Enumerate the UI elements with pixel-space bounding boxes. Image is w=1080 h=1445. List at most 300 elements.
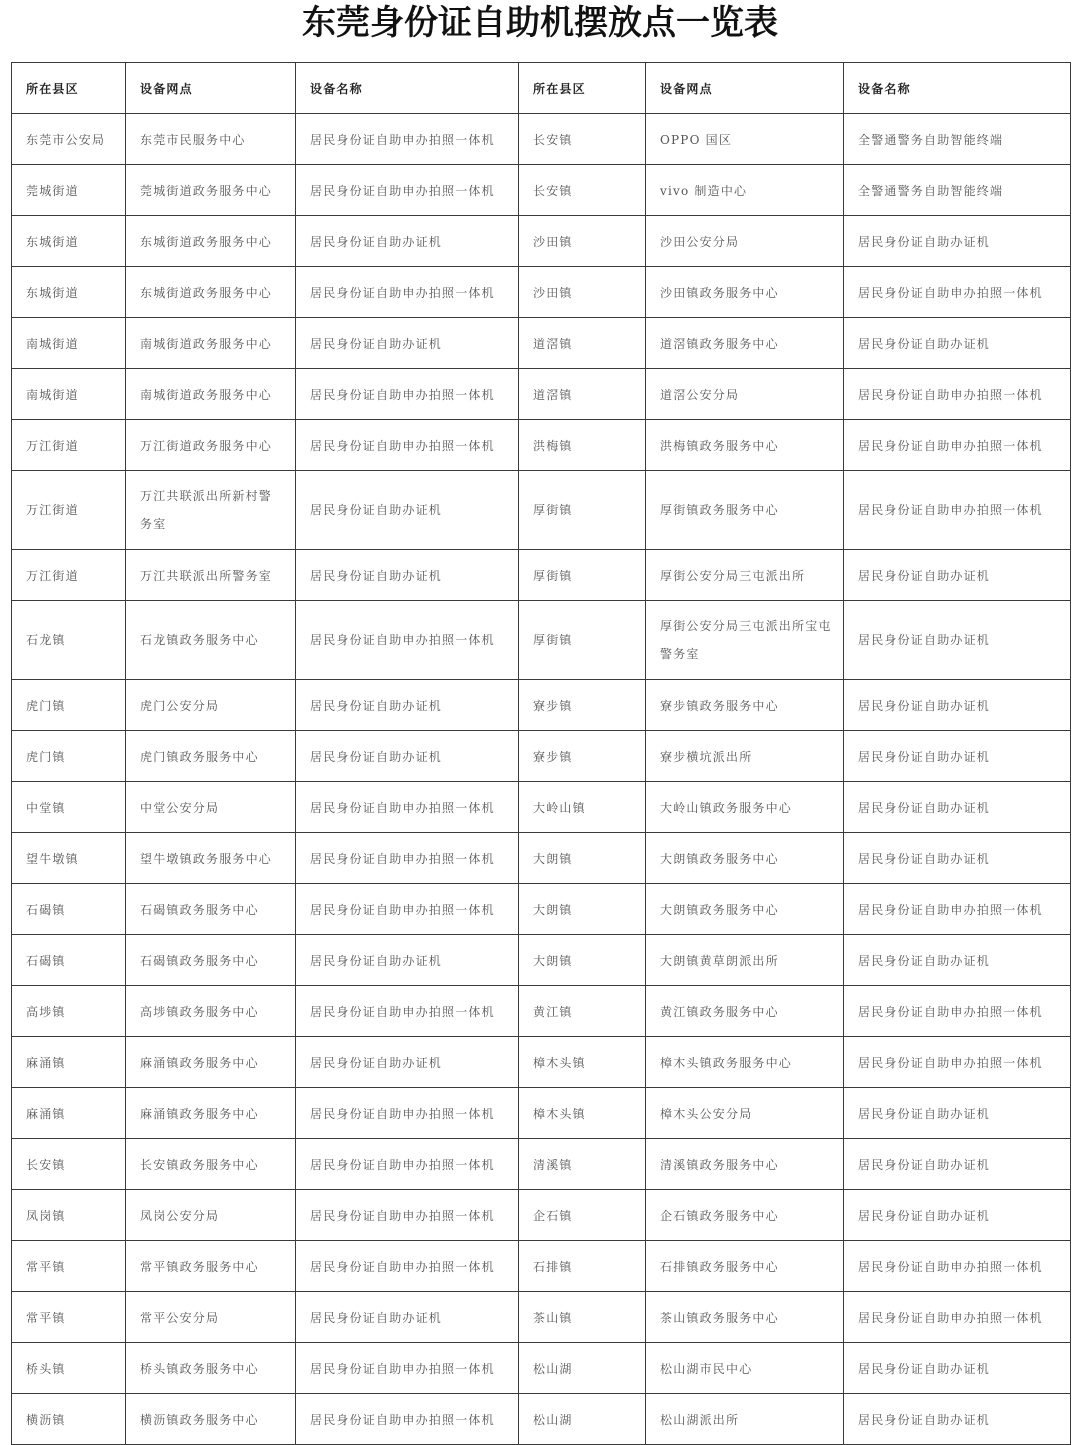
cell-location-left	[126, 1139, 296, 1190]
cell-location-right	[646, 833, 844, 884]
cell-district-right	[519, 165, 646, 216]
cell-device-right	[844, 1037, 1071, 1088]
table-row	[12, 986, 1071, 1037]
cell-district-right	[519, 833, 646, 884]
cell-device-right	[844, 1292, 1071, 1343]
cell-device-left	[296, 1292, 519, 1343]
cell-text: 居民身份证自助办证机	[858, 698, 991, 713]
cell-text: 居民身份证自助申办拍照一体机	[858, 902, 1043, 917]
cell-text: 桥头镇	[26, 1361, 66, 1376]
cell-text: 居民身份证自助申办拍照一体机	[310, 1106, 495, 1121]
cell-text: 寮步镇	[533, 698, 573, 713]
cell-location-left	[126, 884, 296, 935]
cell-device-left	[296, 1088, 519, 1139]
table-row	[12, 1088, 1071, 1139]
cell-text: 居民身份证自助申办拍照一体机	[858, 1004, 1043, 1019]
cell-text: 清溪镇政务服务中心	[660, 1157, 779, 1172]
cell-district-right	[519, 680, 646, 731]
cell-district-right	[519, 1394, 646, 1445]
cell-text: 居民身份证自助办证机	[858, 336, 991, 351]
table-body	[12, 114, 1071, 1445]
cell-text: 居民身份证自助办证机	[858, 851, 991, 866]
cell-location-left	[126, 833, 296, 884]
cell-text: 居民身份证自助申办拍照一体机	[310, 1259, 495, 1274]
cell-text: OPPO 国区	[660, 132, 733, 147]
cell-text: 横沥镇政务服务中心	[140, 1412, 259, 1427]
cell-text: 居民身份证自助办证机	[310, 336, 443, 351]
cell-text: 大朗镇政务服务中心	[660, 902, 779, 917]
cell-text: 樟木头镇	[533, 1106, 586, 1121]
cell-text: 居民身份证自助申办拍照一体机	[310, 800, 495, 815]
cell-text: 万江街道	[26, 438, 79, 453]
cell-location-left	[126, 1292, 296, 1343]
cell-text: 石碣镇	[26, 953, 66, 968]
cell-device-left	[296, 680, 519, 731]
cell-text: 居民身份证自助办证机	[310, 1310, 443, 1325]
cell-text: 望牛墩镇	[26, 851, 79, 866]
cell-text: 石龙镇政务服务中心	[140, 633, 259, 647]
cell-text: 居民身份证自助申办拍照一体机	[310, 1412, 495, 1427]
cell-location-left	[126, 601, 296, 680]
cell-district-left	[12, 935, 126, 986]
cell-text: 虎门公安分局	[140, 698, 220, 713]
cell-device-right	[844, 833, 1071, 884]
table-row	[12, 1139, 1071, 1190]
cell-district-right	[519, 1241, 646, 1292]
cell-text: 高埗镇	[26, 1004, 66, 1019]
cell-text: 居民身份证自助申办拍照一体机	[858, 1310, 1043, 1325]
cell-text: 麻涌镇	[26, 1055, 66, 1070]
cell-text: 道滘公安分局	[660, 387, 740, 402]
table-row	[12, 420, 1071, 471]
cell-text: 居民身份证自助申办拍照一体机	[310, 851, 495, 866]
cell-text: 虎门镇	[26, 698, 66, 713]
cell-text: 中堂镇	[26, 800, 66, 815]
cell-district-right	[519, 216, 646, 267]
cell-text: 居民身份证自助申办拍照一体机	[858, 387, 1043, 402]
cell-location-right	[646, 1037, 844, 1088]
cell-text: 居民身份证自助办证机	[858, 1106, 991, 1121]
table-header-row	[12, 63, 1071, 114]
cell-text: 居民身份证自助申办拍照一体机	[858, 1055, 1043, 1070]
cell-device-right	[844, 1139, 1071, 1190]
cell-district-left	[12, 267, 126, 318]
cell-text: 居民身份证自助申办拍照一体机	[858, 438, 1043, 453]
cell-district-left	[12, 986, 126, 1037]
cell-district-right	[519, 420, 646, 471]
cell-text: 清溪镇	[533, 1157, 573, 1172]
cell-district-right	[519, 1088, 646, 1139]
cell-district-left	[12, 1292, 126, 1343]
cell-text: 沙田镇	[533, 285, 573, 300]
cell-text: 居民身份证自助办证机	[858, 800, 991, 815]
cell-location-right	[646, 935, 844, 986]
cell-text: 居民身份证自助办证机	[858, 234, 991, 249]
cell-device-right	[844, 165, 1071, 216]
cell-text: 洪梅镇	[533, 438, 573, 453]
cell-text: 莞城街道政务服务中心	[140, 183, 273, 198]
cell-text: 沙田镇政务服务中心	[660, 285, 779, 300]
cell-text: 居民身份证自助申办拍照一体机	[310, 285, 495, 300]
cell-location-left	[126, 1394, 296, 1445]
cell-device-right	[844, 216, 1071, 267]
cell-location-left	[126, 114, 296, 165]
cell-text: 石排镇	[533, 1259, 573, 1274]
cell-location-right	[646, 1088, 844, 1139]
cell-location-left	[126, 1088, 296, 1139]
cell-text: 居民身份证自助办证机	[858, 1208, 991, 1223]
cell-device-right	[844, 884, 1071, 935]
cell-text: 常平镇	[26, 1310, 66, 1325]
cell-text: 居民身份证自助申办拍照一体机	[310, 902, 495, 917]
cell-device-right	[844, 680, 1071, 731]
cell-location-left	[126, 935, 296, 986]
cell-text: 大岭山镇政务服务中心	[660, 800, 793, 815]
cell-text: 莞城街道	[26, 183, 79, 198]
cell-text: 居民身份证自助办证机	[858, 1157, 991, 1172]
cell-device-left	[296, 267, 519, 318]
table-row	[12, 114, 1071, 165]
cell-district-left	[12, 1088, 126, 1139]
cell-district-right	[519, 1292, 646, 1343]
cell-location-right	[646, 1139, 844, 1190]
cell-location-left	[126, 471, 296, 550]
cell-device-left	[296, 1037, 519, 1088]
cell-location-right	[646, 165, 844, 216]
cell-text: 高埗镇政务服务中心	[140, 1004, 259, 1019]
cell-device-left	[296, 731, 519, 782]
cell-location-right	[646, 1241, 844, 1292]
table-row	[12, 680, 1071, 731]
cell-location-left	[126, 267, 296, 318]
cell-location-left	[126, 1190, 296, 1241]
cell-text: 居民身份证自助办证机	[858, 633, 991, 647]
cell-text: 东城街道政务服务中心	[140, 285, 273, 300]
cell-location-right	[646, 731, 844, 782]
cell-text: 道滘镇政务服务中心	[660, 336, 779, 351]
cell-device-left	[296, 833, 519, 884]
header-district-right: 所在县区	[519, 63, 646, 114]
cell-location-left	[126, 1241, 296, 1292]
cell-text: 望牛墩镇政务服务中心	[140, 851, 273, 866]
table-row	[12, 550, 1071, 601]
cell-location-right	[646, 471, 844, 550]
cell-text: 松山湖	[533, 1361, 573, 1376]
cell-device-right	[844, 1394, 1071, 1445]
cell-district-left	[12, 318, 126, 369]
cell-district-left	[12, 1394, 126, 1445]
cell-text: 松山湖市民中心	[660, 1361, 753, 1376]
header-location-left: 设备网点	[126, 63, 296, 114]
cell-text: 道滘镇	[533, 387, 573, 402]
cell-device-right	[844, 782, 1071, 833]
cell-text: 居民身份证自助申办拍照一体机	[310, 438, 495, 453]
cell-text: 常平镇	[26, 1259, 66, 1274]
cell-location-right	[646, 1190, 844, 1241]
table-row	[12, 1190, 1071, 1241]
cell-location-right	[646, 369, 844, 420]
cell-location-right	[646, 680, 844, 731]
cell-location-left	[126, 1343, 296, 1394]
cell-district-left	[12, 165, 126, 216]
cell-text: 石碣镇政务服务中心	[140, 953, 259, 968]
cell-location-right	[646, 216, 844, 267]
cell-district-right	[519, 731, 646, 782]
cell-district-left	[12, 550, 126, 601]
cell-text: 万江共联派出所新村警务室	[140, 489, 273, 531]
cell-district-left	[12, 833, 126, 884]
cell-district-right	[519, 986, 646, 1037]
cell-device-right	[844, 420, 1071, 471]
cell-district-right	[519, 267, 646, 318]
cell-text: 樟木头公安分局	[660, 1106, 753, 1121]
cell-text: 万江共联派出所警务室	[140, 568, 273, 583]
header-device-left: 设备名称	[296, 63, 519, 114]
cell-location-left	[126, 550, 296, 601]
table-row	[12, 833, 1071, 884]
cell-text: 寮步横坑派出所	[660, 749, 753, 764]
cell-location-right	[646, 986, 844, 1037]
cell-text: 长安镇	[26, 1157, 66, 1172]
cell-text: 黄江镇	[533, 1004, 573, 1019]
cell-device-left	[296, 471, 519, 550]
table-row	[12, 1394, 1071, 1445]
cell-text: 居民身份证自助申办拍照一体机	[310, 183, 495, 198]
cell-text: 居民身份证自助申办拍照一体机	[858, 1259, 1043, 1274]
cell-text: 居民身份证自助申办拍照一体机	[310, 387, 495, 402]
cell-text: 横沥镇	[26, 1412, 66, 1427]
cell-district-left	[12, 1343, 126, 1394]
cell-text: 凤岗公安分局	[140, 1208, 220, 1223]
cell-district-right	[519, 1343, 646, 1394]
cell-district-right	[519, 471, 646, 550]
cell-district-right	[519, 601, 646, 680]
cell-location-left	[126, 369, 296, 420]
cell-device-left	[296, 986, 519, 1037]
header-district-left: 所在县区	[12, 63, 126, 114]
cell-text: 企石镇政务服务中心	[660, 1208, 779, 1223]
cell-location-right	[646, 114, 844, 165]
cell-text: 常平镇政务服务中心	[140, 1259, 259, 1274]
cell-text: 石排镇政务服务中心	[660, 1259, 779, 1274]
cell-device-left	[296, 1343, 519, 1394]
cell-text: 麻涌镇政务服务中心	[140, 1106, 259, 1121]
cell-text: 居民身份证自助办证机	[310, 503, 443, 517]
cell-location-right	[646, 420, 844, 471]
cell-device-left	[296, 216, 519, 267]
cell-text: 居民身份证自助办证机	[858, 953, 991, 968]
cell-location-right	[646, 318, 844, 369]
cell-district-right	[519, 318, 646, 369]
cell-device-right	[844, 1190, 1071, 1241]
cell-district-left	[12, 1190, 126, 1241]
cell-device-right	[844, 1241, 1071, 1292]
cell-location-left	[126, 318, 296, 369]
cell-text: 松山湖	[533, 1412, 573, 1427]
cell-text: 万江街道	[26, 503, 79, 517]
table-row	[12, 731, 1071, 782]
cell-location-left	[126, 731, 296, 782]
cell-text: 石碣镇	[26, 902, 66, 917]
cell-district-left	[12, 731, 126, 782]
cell-location-left	[126, 420, 296, 471]
cell-device-right	[844, 369, 1071, 420]
cell-text: 常平公安分局	[140, 1310, 220, 1325]
cell-text: 居民身份证自助申办拍照一体机	[310, 1004, 495, 1019]
kiosk-location-table	[11, 62, 1071, 1445]
table-row	[12, 471, 1071, 550]
cell-device-left	[296, 318, 519, 369]
cell-text: 万江街道政务服务中心	[140, 438, 273, 453]
cell-text: 东城街道政务服务中心	[140, 234, 273, 249]
cell-text: 东莞市民服务中心	[140, 132, 246, 147]
cell-text: 企石镇	[533, 1208, 573, 1223]
cell-text: 厚街公安分局三屯派出所宝屯警务室	[660, 619, 832, 661]
cell-text: 大朗镇黄草朗派出所	[660, 953, 779, 968]
cell-text: 寮步镇	[533, 749, 573, 764]
cell-text: 东城街道	[26, 234, 79, 249]
cell-text: 厚街公安分局三屯派出所	[660, 568, 806, 583]
cell-device-right	[844, 471, 1071, 550]
cell-location-right	[646, 1292, 844, 1343]
cell-device-left	[296, 884, 519, 935]
cell-text: 厚街镇	[533, 568, 573, 583]
table-row	[12, 1037, 1071, 1088]
cell-location-left	[126, 165, 296, 216]
cell-district-left	[12, 216, 126, 267]
table-row	[12, 216, 1071, 267]
cell-device-left	[296, 165, 519, 216]
cell-district-left	[12, 1241, 126, 1292]
cell-text: 麻涌镇	[26, 1106, 66, 1121]
cell-text: 东莞市公安局	[26, 132, 106, 147]
cell-district-left	[12, 420, 126, 471]
cell-device-left	[296, 369, 519, 420]
table-row	[12, 884, 1071, 935]
cell-location-left	[126, 1037, 296, 1088]
table-row	[12, 369, 1071, 420]
cell-district-right	[519, 884, 646, 935]
cell-text: 居民身份证自助办证机	[310, 568, 443, 583]
cell-text: 石龙镇	[26, 633, 66, 647]
cell-text: 全警通警务自助智能终端	[858, 132, 1004, 147]
cell-text: 居民身份证自助办证机	[310, 698, 443, 713]
table-row	[12, 601, 1071, 680]
cell-device-right	[844, 114, 1071, 165]
cell-device-right	[844, 1088, 1071, 1139]
cell-text: 厚街镇	[533, 633, 573, 647]
table-row	[12, 1292, 1071, 1343]
table-row	[12, 267, 1071, 318]
cell-text: 大朗镇	[533, 902, 573, 917]
cell-device-right	[844, 550, 1071, 601]
cell-text: 道滘镇	[533, 336, 573, 351]
table-row	[12, 1343, 1071, 1394]
table-row	[12, 318, 1071, 369]
cell-location-left	[126, 680, 296, 731]
cell-text: 南城街道	[26, 336, 79, 351]
cell-device-left	[296, 1394, 519, 1445]
cell-text: 虎门镇	[26, 749, 66, 764]
cell-district-right	[519, 550, 646, 601]
cell-district-right	[519, 1139, 646, 1190]
cell-location-right	[646, 601, 844, 680]
cell-location-right	[646, 267, 844, 318]
cell-text: 黄江镇政务服务中心	[660, 1004, 779, 1019]
cell-text: 东城街道	[26, 285, 79, 300]
cell-device-right	[844, 986, 1071, 1037]
cell-text: 居民身份证自助办证机	[858, 568, 991, 583]
cell-text: 虎门镇政务服务中心	[140, 749, 259, 764]
cell-device-left	[296, 935, 519, 986]
cell-text: 大朗镇	[533, 851, 573, 866]
table-row	[12, 935, 1071, 986]
cell-text: 沙田镇	[533, 234, 573, 249]
cell-text: 厚街镇政务服务中心	[660, 503, 779, 517]
cell-district-left	[12, 782, 126, 833]
cell-district-left	[12, 471, 126, 550]
cell-text: 居民身份证自助办证机	[858, 749, 991, 764]
cell-device-left	[296, 420, 519, 471]
cell-location-right	[646, 1394, 844, 1445]
cell-text: 居民身份证自助申办拍照一体机	[310, 1208, 495, 1223]
cell-text: 长安镇政务服务中心	[140, 1157, 259, 1172]
cell-district-left	[12, 884, 126, 935]
cell-device-left	[296, 114, 519, 165]
cell-text: 居民身份证自助办证机	[858, 1361, 991, 1376]
cell-district-left	[12, 114, 126, 165]
cell-text: 居民身份证自助办证机	[310, 953, 443, 968]
cell-text: 洪梅镇政务服务中心	[660, 438, 779, 453]
cell-location-left	[126, 216, 296, 267]
cell-district-right	[519, 935, 646, 986]
cell-text: 石碣镇政务服务中心	[140, 902, 259, 917]
cell-text: 松山湖派出所	[660, 1412, 740, 1427]
cell-text: 居民身份证自助申办拍照一体机	[310, 1361, 495, 1376]
cell-text: 麻涌镇政务服务中心	[140, 1055, 259, 1070]
cell-device-left	[296, 550, 519, 601]
cell-text: 居民身份证自助申办拍照一体机	[858, 285, 1043, 300]
cell-text: 居民身份证自助申办拍照一体机	[310, 132, 495, 147]
table-row	[12, 165, 1071, 216]
cell-text: 茶山镇	[533, 1310, 573, 1325]
cell-text: 厚街镇	[533, 503, 573, 517]
cell-text: 居民身份证自助办证机	[310, 1055, 443, 1070]
cell-location-right	[646, 550, 844, 601]
cell-district-right	[519, 1037, 646, 1088]
cell-district-right	[519, 369, 646, 420]
cell-text: 樟木头镇	[533, 1055, 586, 1070]
table-row	[12, 782, 1071, 833]
cell-text: 居民身份证自助申办拍照一体机	[310, 1157, 495, 1172]
cell-text: 长安镇	[533, 132, 573, 147]
cell-district-left	[12, 1139, 126, 1190]
cell-district-left	[12, 680, 126, 731]
cell-text: 桥头镇政务服务中心	[140, 1361, 259, 1376]
cell-device-left	[296, 1139, 519, 1190]
cell-text: 凤岗镇	[26, 1208, 66, 1223]
header-location-right: 设备网点	[646, 63, 844, 114]
cell-text: 茶山镇政务服务中心	[660, 1310, 779, 1325]
cell-text: 居民身份证自助办证机	[310, 749, 443, 764]
cell-device-left	[296, 782, 519, 833]
cell-text: 寮步镇政务服务中心	[660, 698, 779, 713]
cell-device-right	[844, 935, 1071, 986]
cell-text: 居民身份证自助申办拍照一体机	[858, 503, 1043, 517]
cell-text: 居民身份证自助办证机	[310, 234, 443, 249]
cell-district-right	[519, 114, 646, 165]
table-row	[12, 1241, 1071, 1292]
